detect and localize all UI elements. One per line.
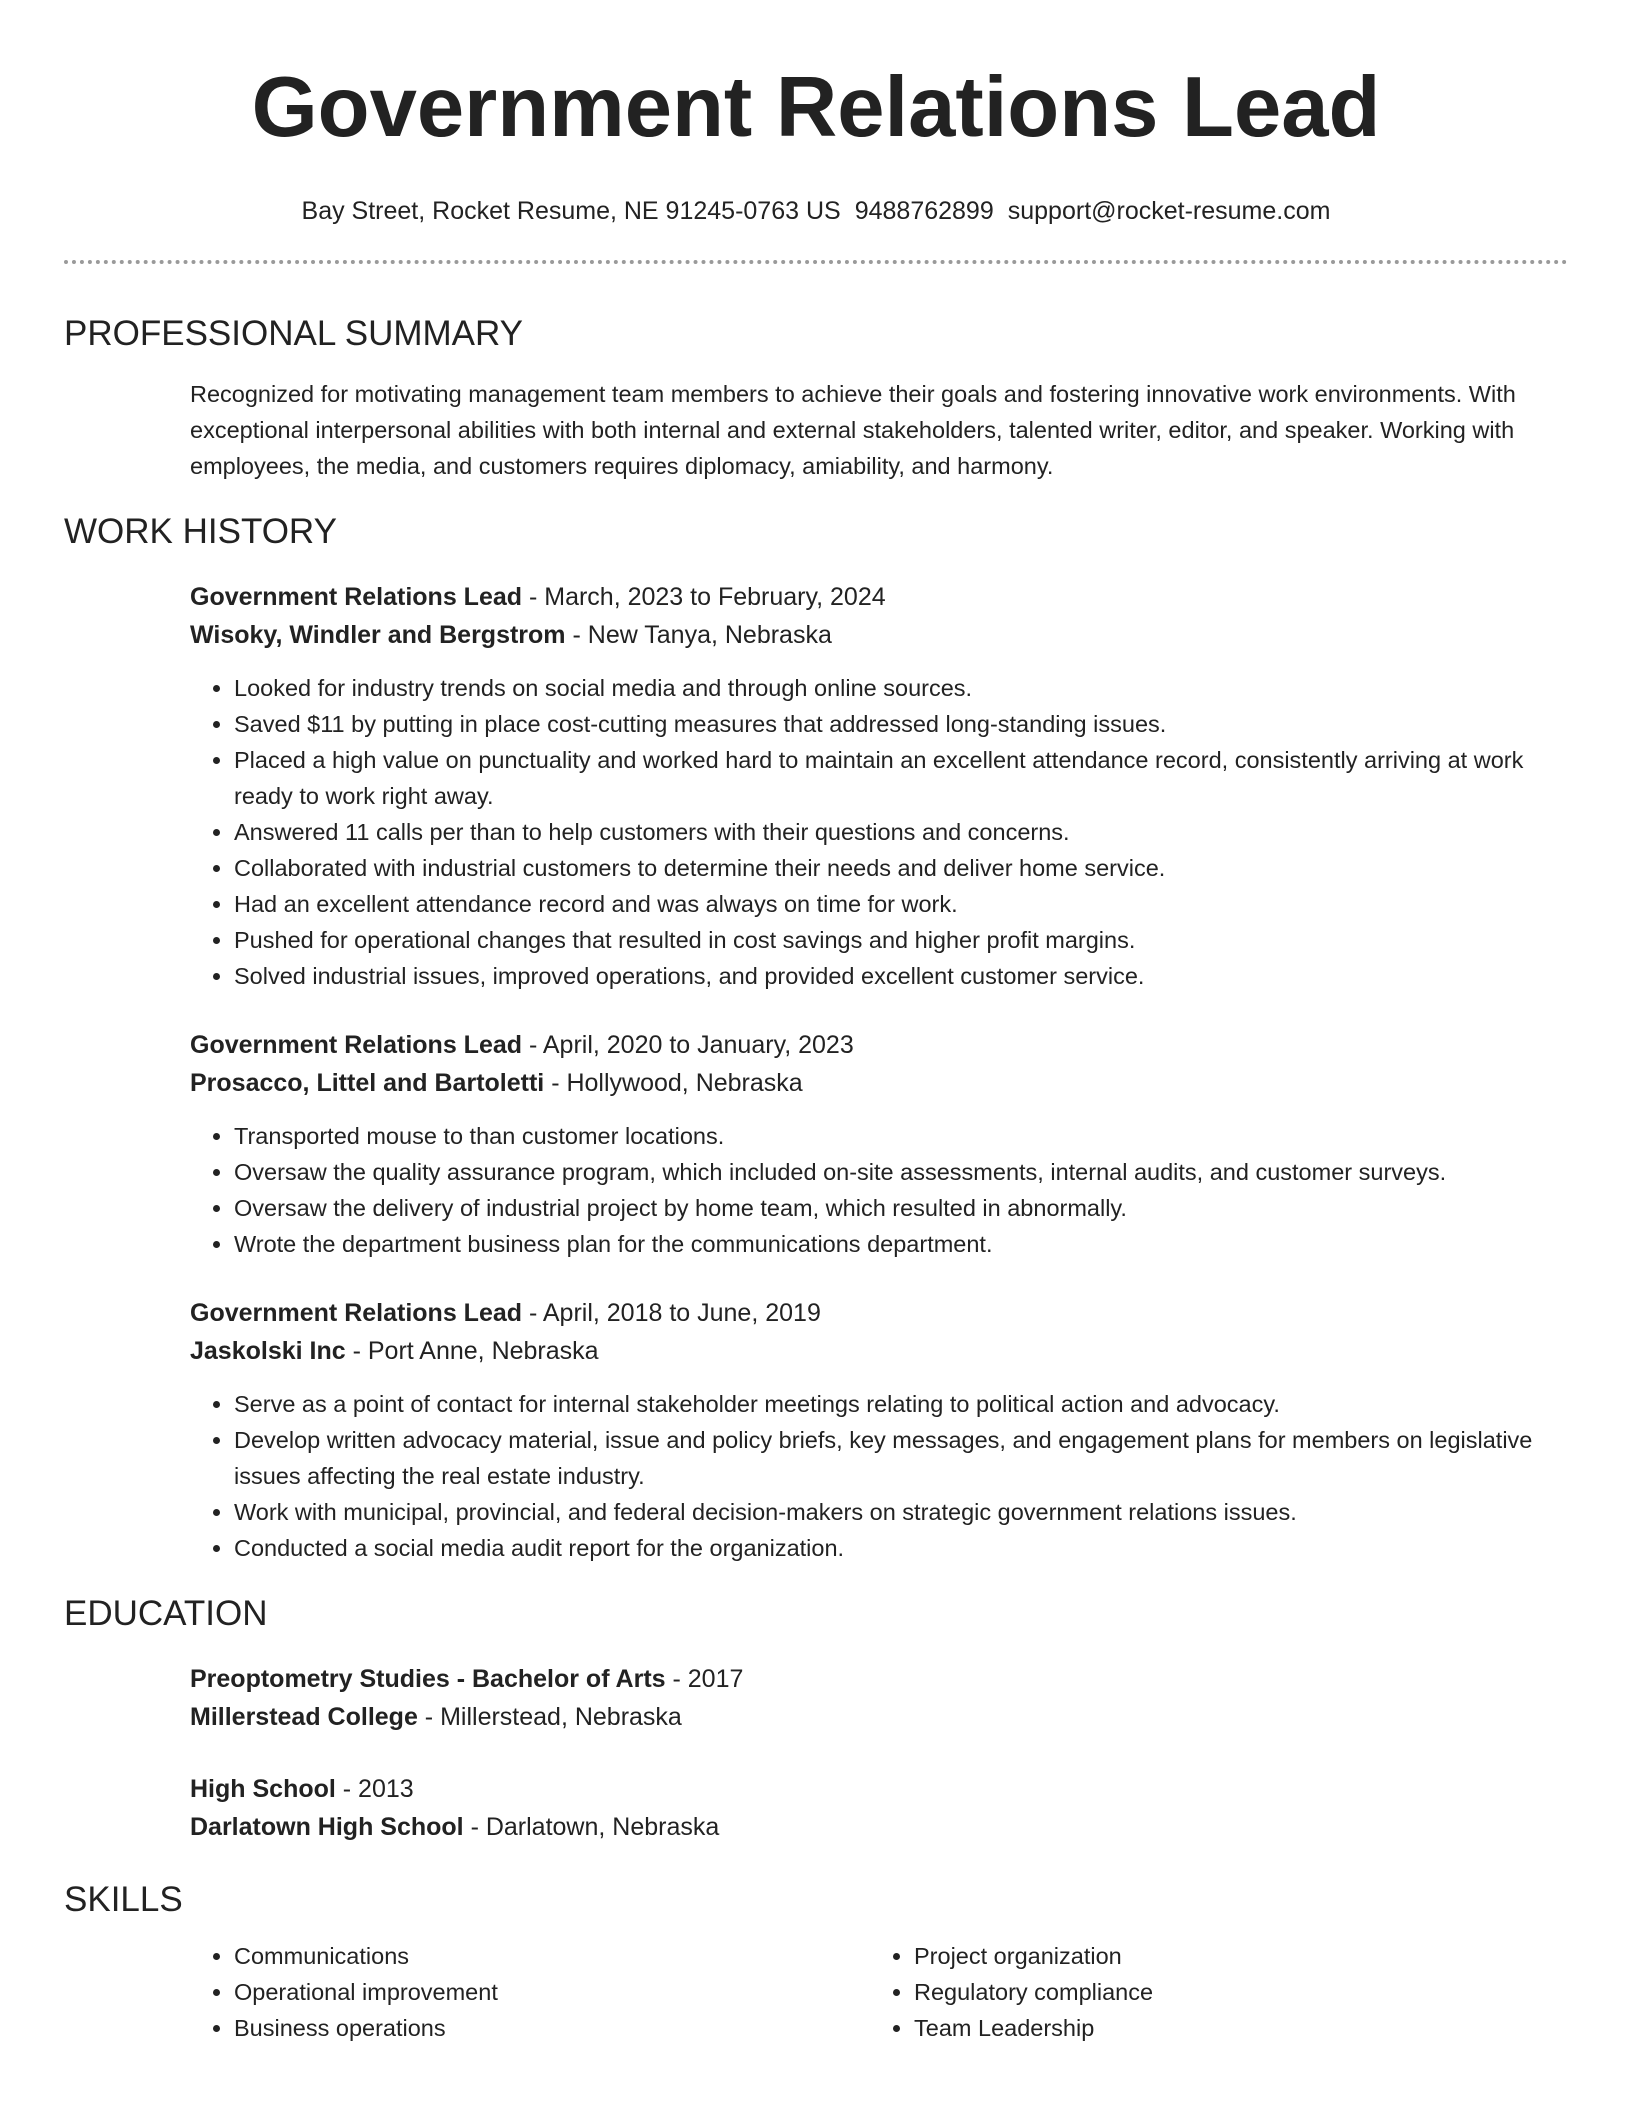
job-location: - Port Anne, Nebraska (345, 1337, 599, 1365)
education-year: - 2017 (665, 1665, 744, 1693)
job-location: - Hollywood, Nebraska (544, 1069, 803, 1097)
job-bullet: • Pushed for operational changes that resulted in cost savings and higher profit margins. (234, 922, 1568, 958)
job-bullet: • Oversaw the quality assurance program, which included on-site assessments, internal audits, and customer surveys. (234, 1154, 1568, 1190)
job-entry (190, 578, 1568, 994)
skill-item: • Operational improvement (234, 1974, 870, 2010)
education-degree: High School (190, 1775, 336, 1803)
job-bullet: • Answered 11 calls per than to help customers with their questions and concerns. (234, 814, 1568, 850)
job-bullet: • Transported mouse to than customer locations. (234, 1118, 1568, 1154)
education-degree: Preoptometry Studies - Bachelor of Arts (190, 1665, 666, 1693)
job-role: Government Relations Lead (190, 1299, 523, 1327)
job-bullet: • Conducted a social media audit report for the organization. (234, 1530, 1568, 1566)
education-entry (190, 1660, 1568, 1736)
job-dates: - April, 2020 to January, 2023 (522, 1031, 854, 1059)
education-year: - 2013 (335, 1775, 414, 1803)
education-location: - Millerstead, Nebraska (417, 1703, 682, 1731)
job-title-line (190, 1294, 1568, 1332)
job-company-line (190, 1064, 1568, 1102)
job-title-line (190, 578, 1568, 616)
education-school-line (190, 1808, 1568, 1846)
education-degree-line (190, 1660, 1568, 1698)
job-title-line (190, 1026, 1568, 1064)
job-company-line (190, 1332, 1568, 1370)
job-bullets (190, 1386, 1568, 1566)
job-bullet: • Placed a high value on punctuality and worked hard to maintain an excellent attendance record, consistently arriving at work ready to work right away. (234, 742, 1568, 814)
job-bullet: • Solved industrial issues, improved operations, and provided excellent customer service. (234, 958, 1568, 994)
education-location: - Darlatown, Nebraska (463, 1813, 720, 1841)
skills-column-left (190, 1938, 870, 2046)
job-bullets (190, 670, 1568, 994)
resume-name: Government Relations Lead (251, 60, 1381, 155)
job-company-line (190, 616, 1568, 654)
header-divider (64, 260, 1568, 264)
job-bullet: • Looked for industry trends on social media and through online sources. (234, 670, 1568, 706)
education-school: Darlatown High School (190, 1813, 464, 1841)
job-company: Prosacco, Littel and Bartoletti (190, 1069, 545, 1097)
job-company: Jaskolski Inc (190, 1337, 346, 1365)
job-bullet: • Collaborated with industrial customers to determine their needs and deliver home service. (234, 850, 1568, 886)
education-entry (190, 1770, 1568, 1846)
job-role: Government Relations Lead (190, 583, 523, 611)
job-bullet: • Had an excellent attendance record and was always on time for work. (234, 886, 1568, 922)
contact-phone: 9488762899 (854, 197, 994, 225)
job-dates: - March, 2023 to February, 2024 (522, 583, 886, 611)
skills-heading: SKILLS (64, 1880, 183, 1919)
job-bullet: • Work with municipal, provincial, and federal decision-makers on strategic government relations issues. (234, 1494, 1568, 1530)
summary-heading: PROFESSIONAL SUMMARY (64, 314, 523, 353)
job-bullet: • Oversaw the delivery of industrial project by home team, which resulted in abnormally. (234, 1190, 1568, 1226)
job-bullet: • Saved $11 by putting in place cost-cutting measures that addressed long-standing issues. (234, 706, 1568, 742)
job-role: Government Relations Lead (190, 1031, 523, 1059)
skill-item: • Communications (234, 1938, 870, 1974)
job-bullets (190, 1118, 1568, 1262)
contact-line (64, 195, 1568, 227)
job-entry (190, 1026, 1568, 1262)
job-bullet: • Wrote the department business plan for the communications department. (234, 1226, 1568, 1262)
job-company: Wisoky, Windler and Bergstrom (190, 621, 566, 649)
education-school: Millerstead College (190, 1703, 418, 1731)
job-entry (190, 1294, 1568, 1566)
summary-text: Recognized for motivating management team members to achieve their goals and fostering innovative work environments. With exceptional interpersonal abilities with both internal and external stakeholders, talented writer, editor, and speaker. Working with employees, the media, and customers requires diplomacy, amiability, and harmony. (190, 381, 1516, 479)
work-history-heading: WORK HISTORY (64, 512, 337, 551)
skill-item: • Project organization (914, 1938, 1550, 1974)
contact-address: Bay Street, Rocket Resume, NE 91245-0763 US (301, 197, 841, 225)
skill-item: • Business operations (234, 2010, 870, 2046)
job-location: - New Tanya, Nebraska (565, 621, 832, 649)
contact-email: support@rocket-resume.com (1007, 197, 1331, 225)
education-degree-line (190, 1770, 1568, 1808)
job-bullet: • Develop written advocacy material, issue and policy briefs, key messages, and engagement plans for members on legislative issues affecting the real estate industry. (234, 1422, 1568, 1494)
skill-item: • Team Leadership (914, 2010, 1550, 2046)
skills-grid (190, 1938, 1568, 2046)
education-school-line (190, 1698, 1568, 1736)
job-dates: - April, 2018 to June, 2019 (522, 1299, 821, 1327)
skills-column-right (870, 1938, 1550, 2046)
skill-item: • Regulatory compliance (914, 1974, 1550, 2010)
job-bullet: • Serve as a point of contact for internal stakeholder meetings relating to political action and advocacy. (234, 1386, 1568, 1422)
education-heading: EDUCATION (64, 1594, 268, 1633)
